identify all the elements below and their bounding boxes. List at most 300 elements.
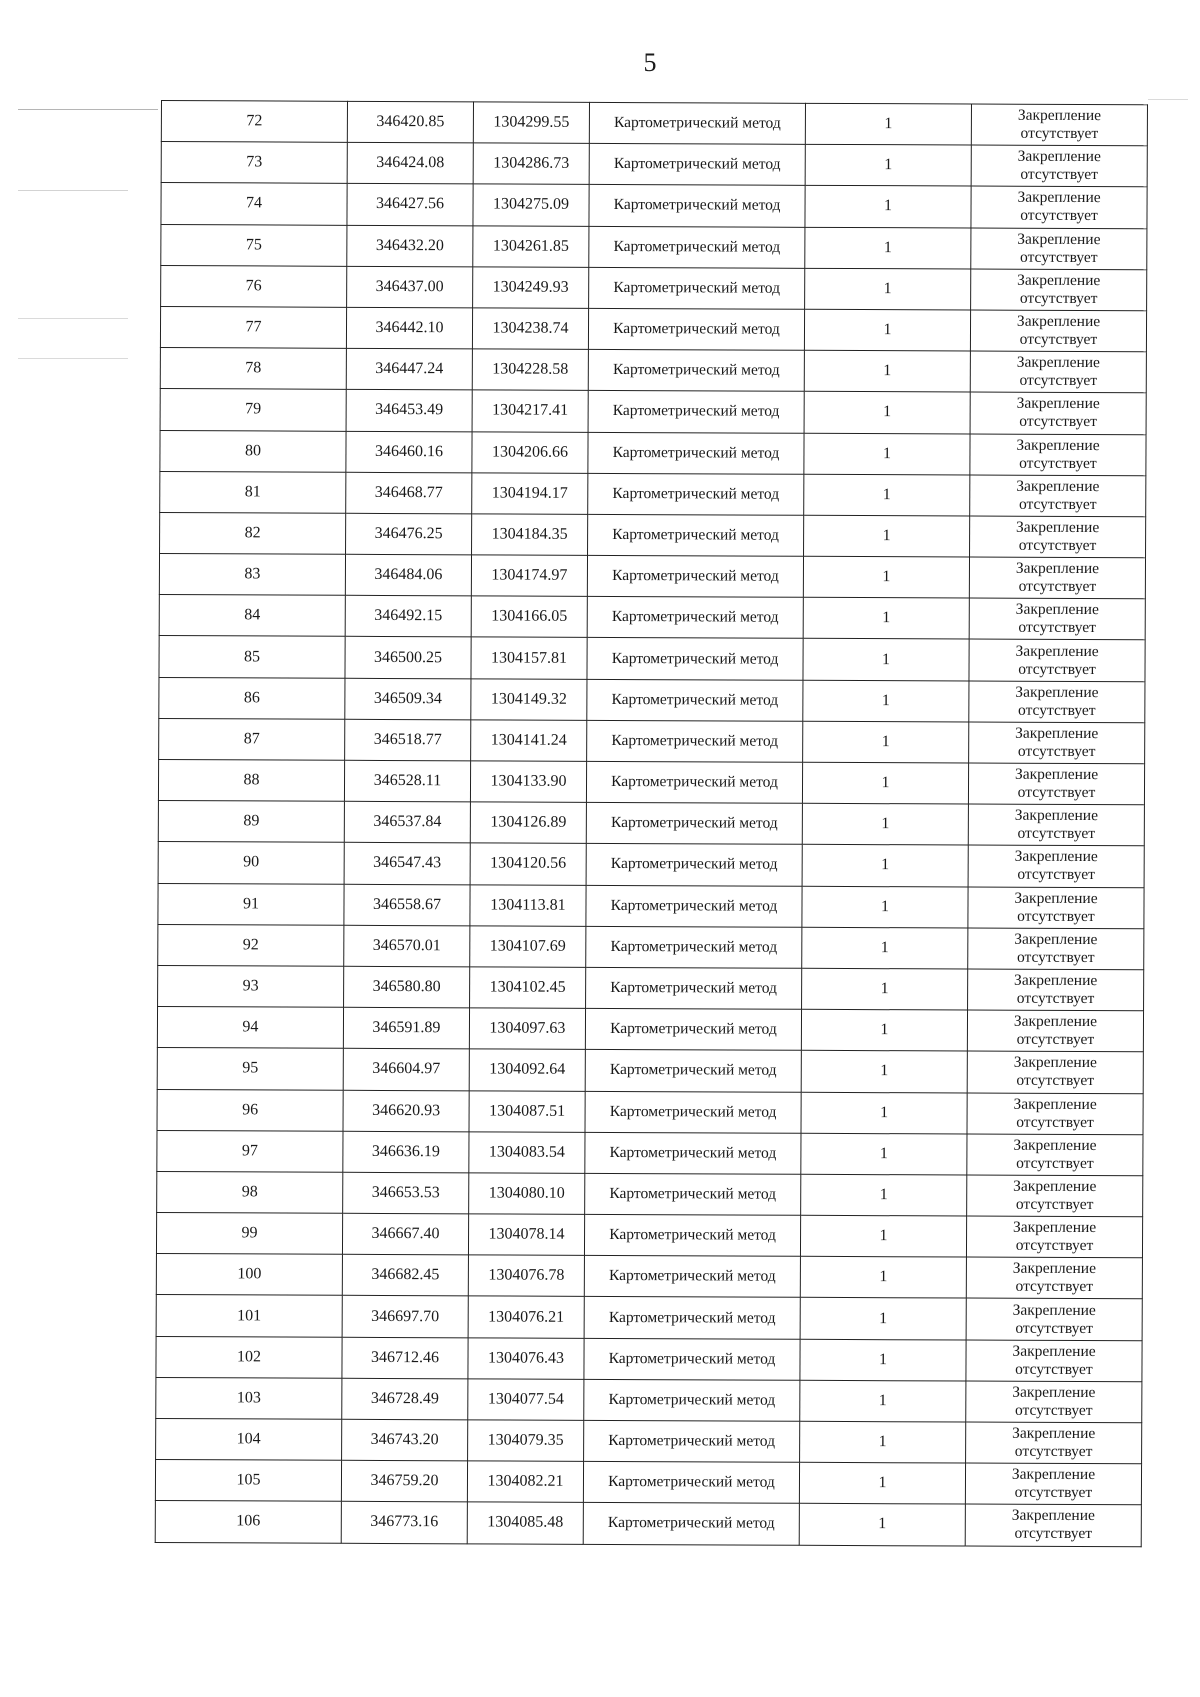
fixation-cell (966, 1381, 1142, 1423)
method-cell: Картометрический метод (584, 1420, 800, 1462)
y-coordinate-cell: 1304249.93 (473, 267, 589, 309)
fixation-text-line: отсутствует (1016, 1113, 1094, 1131)
point-number-cell: 85 (159, 636, 345, 678)
fixation-text-line: отсутствует (1016, 948, 1095, 966)
fixation-cell (970, 351, 1146, 393)
table-row (157, 1007, 1143, 1052)
y-coordinate-cell: 1304275.09 (473, 184, 589, 226)
method-cell: Картометрический метод (589, 144, 805, 186)
x-coordinate-cell: 346558.67 (344, 884, 470, 926)
point-number-cell: 100 (156, 1254, 342, 1296)
point-number-cell: 98 (157, 1171, 343, 1213)
table-row (155, 1501, 1141, 1546)
fixation-text-line: отсутствует (1017, 825, 1096, 843)
point-number-cell: 106 (155, 1501, 341, 1543)
point-number-cell: 93 (158, 965, 344, 1007)
table-row (161, 224, 1147, 269)
method-cell: Картометрический метод (586, 844, 802, 886)
y-coordinate-cell: 1304078.14 (468, 1214, 584, 1256)
y-coordinate-cell: 1304299.55 (473, 102, 589, 144)
table-row (158, 883, 1144, 928)
x-coordinate-cell: 346570.01 (344, 925, 470, 967)
method-cell: Картометрический метод (589, 226, 805, 268)
point-number-cell: 75 (161, 224, 347, 266)
accuracy-cell: 1 (805, 227, 971, 269)
fixation-cell (971, 104, 1147, 146)
fixation-cell (968, 887, 1144, 929)
y-coordinate-cell: 1304286.73 (473, 143, 589, 185)
fixation-text-line: Закрепление (1017, 106, 1102, 125)
y-coordinate-cell: 1304076.78 (468, 1255, 584, 1297)
y-coordinate-cell: 1304126.89 (470, 802, 586, 844)
accuracy-cell: 1 (804, 350, 970, 392)
x-coordinate-cell: 346432.20 (347, 225, 473, 267)
method-cell: Картометрический метод (589, 102, 805, 144)
accuracy-cell: 1 (801, 1092, 967, 1134)
fixation-cell (967, 1134, 1143, 1176)
point-number-cell: 103 (156, 1377, 342, 1419)
method-cell: Картометрический метод (587, 720, 803, 762)
table-row (159, 554, 1145, 599)
x-coordinate-cell: 346712.46 (342, 1337, 468, 1379)
fixation-cell (968, 763, 1144, 805)
accuracy-cell: 1 (805, 186, 971, 228)
y-coordinate-cell: 1304097.63 (469, 1008, 585, 1050)
x-coordinate-cell: 346447.24 (346, 348, 472, 390)
fixation-text-line: Закрепление (1015, 601, 1099, 619)
y-coordinate-cell: 1304087.51 (469, 1090, 585, 1132)
fixation-text-line: Закрепление (1011, 1507, 1095, 1525)
fixation-text-line: отсутствует (1014, 1401, 1093, 1419)
fixation-text-line: Закрепление (1011, 1466, 1096, 1484)
y-coordinate-cell: 1304080.10 (469, 1173, 585, 1215)
accuracy-cell: 1 (805, 268, 971, 310)
table-row (158, 924, 1144, 969)
accuracy-cell: 1 (802, 886, 968, 928)
fixation-cell (971, 145, 1147, 187)
fixation-cell (966, 1298, 1142, 1340)
fixation-text-line: отсутствует (1018, 536, 1097, 555)
fixation-text-line: Закрепление (1012, 1424, 1096, 1443)
table-row (161, 142, 1147, 187)
x-coordinate-cell: 346476.25 (346, 513, 472, 555)
point-number-cell: 79 (160, 389, 346, 431)
fixation-text-line: Закрепление (1014, 889, 1098, 907)
fixation-text-line: Закрепление (1014, 765, 1099, 784)
method-cell: Картометрический метод (586, 803, 802, 845)
x-coordinate-cell: 346484.06 (345, 554, 471, 596)
fixation-cell (969, 557, 1145, 599)
method-cell: Картометрический метод (585, 1050, 801, 1092)
point-number-cell: 74 (161, 183, 347, 225)
y-coordinate-cell: 1304120.56 (470, 843, 586, 885)
method-cell: Картометрический метод (584, 1297, 800, 1339)
table-row (156, 1336, 1142, 1381)
table-row (155, 1460, 1141, 1505)
accuracy-cell: 1 (803, 556, 969, 598)
table-row (160, 512, 1146, 557)
fixation-text-line: отсутствует (1014, 1442, 1093, 1461)
fixation-text-line: Закрепление (1014, 930, 1098, 948)
fixation-text-line: отсутствует (1014, 1484, 1093, 1502)
x-coordinate-cell: 346743.20 (342, 1419, 468, 1461)
point-number-cell: 80 (160, 430, 346, 472)
fixation-text-line: отсутствует (1015, 1278, 1094, 1296)
fixation-text-line: отсутствует (1016, 1030, 1095, 1049)
y-coordinate-cell: 1304077.54 (468, 1379, 584, 1421)
y-coordinate-cell: 1304133.90 (470, 761, 586, 803)
table-row (157, 1130, 1143, 1175)
point-number-cell: 84 (159, 595, 345, 637)
method-cell: Картометрический метод (585, 1132, 801, 1174)
accuracy-cell: 1 (802, 762, 968, 804)
y-coordinate-cell: 1304149.32 (471, 678, 587, 720)
accuracy-cell: 1 (805, 144, 971, 186)
x-coordinate-cell: 346500.25 (345, 637, 471, 679)
table-row (159, 595, 1145, 640)
x-coordinate-cell: 346697.70 (342, 1296, 468, 1338)
table-row (156, 1377, 1142, 1422)
fixation-text-line: отсутствует (1018, 660, 1096, 678)
fixation-text-line: Закрепление (1016, 312, 1101, 331)
fixation-text-line: отсутствует (1017, 783, 1096, 802)
method-cell: Картометрический метод (586, 926, 802, 968)
point-number-cell: 99 (156, 1213, 342, 1255)
table-row (159, 718, 1145, 763)
accuracy-cell: 1 (800, 1380, 966, 1422)
fixation-text-line: отсутствует (1017, 907, 1095, 925)
fixation-text-line: Закрепление (1015, 683, 1099, 701)
accuracy-cell: 1 (802, 927, 968, 969)
fixation-text-line: Закрепление (1012, 1383, 1096, 1401)
fixation-text-line: Закрепление (1014, 848, 1098, 866)
y-coordinate-cell: 1304228.58 (472, 349, 588, 391)
method-cell: Картометрический метод (588, 308, 804, 350)
x-coordinate-cell: 346682.45 (342, 1255, 468, 1297)
point-number-cell: 87 (159, 718, 345, 760)
fixation-cell (968, 969, 1144, 1011)
accuracy-cell: 1 (804, 474, 970, 516)
fixation-text-line: отсутствует (1020, 248, 1098, 266)
accuracy-cell: 1 (803, 721, 969, 763)
fixation-cell (971, 186, 1147, 228)
y-coordinate-cell: 1304082.21 (467, 1461, 583, 1503)
point-number-cell: 76 (161, 265, 347, 307)
coordinates-table (155, 100, 1148, 1547)
scan-artifact-line (18, 358, 128, 359)
x-coordinate-cell: 346620.93 (343, 1090, 469, 1132)
fixation-cell (970, 475, 1146, 517)
fixation-cell (971, 269, 1147, 311)
fixation-cell (966, 1216, 1142, 1258)
point-number-cell: 89 (158, 801, 344, 843)
fixation-text-line: Закрепление (1016, 436, 1100, 454)
accuracy-cell: 1 (799, 1462, 965, 1504)
method-cell: Картометрический метод (586, 885, 802, 927)
fixation-cell (969, 639, 1145, 681)
point-number-cell: 73 (161, 142, 347, 184)
fixation-text-line: Закрепление (1016, 353, 1100, 372)
fixation-cell (970, 516, 1146, 558)
x-coordinate-cell: 346460.16 (346, 431, 472, 473)
accuracy-cell: 1 (804, 433, 970, 475)
fixation-cell (969, 598, 1145, 640)
table-row (160, 348, 1146, 393)
x-coordinate-cell: 346537.84 (344, 801, 470, 843)
accuracy-cell: 1 (802, 968, 968, 1010)
fixation-cell (967, 1010, 1143, 1052)
method-cell: Картометрический метод (587, 679, 803, 721)
table-row (156, 1213, 1142, 1258)
point-number-cell: 104 (156, 1418, 342, 1460)
fixation-text-line: Закрепление (1013, 1136, 1097, 1154)
fixation-cell (970, 310, 1146, 352)
fixation-text-line: Закрепление (1016, 395, 1100, 413)
table-row (156, 1254, 1142, 1299)
y-coordinate-cell: 1304261.85 (473, 225, 589, 267)
table-row (160, 430, 1146, 475)
fixation-cell (968, 928, 1144, 970)
fixation-cell (968, 845, 1144, 887)
fixation-text-line: Закрепление (1017, 189, 1101, 207)
coordinates-table-body (155, 101, 1147, 1547)
scan-artifact-line (18, 318, 128, 319)
point-number-cell: 82 (160, 512, 346, 554)
x-coordinate-cell: 346509.34 (345, 678, 471, 720)
fixation-text-line: Закрепление (1013, 1177, 1097, 1196)
x-coordinate-cell: 346667.40 (342, 1213, 468, 1255)
fixation-cell (965, 1463, 1141, 1505)
fixation-cell (967, 1051, 1143, 1093)
x-coordinate-cell: 346653.53 (343, 1172, 469, 1214)
point-number-cell: 105 (155, 1460, 341, 1502)
x-coordinate-cell: 346580.80 (344, 966, 470, 1008)
method-cell: Картометрический метод (587, 638, 803, 680)
x-coordinate-cell: 346492.15 (345, 596, 471, 638)
point-number-cell: 78 (160, 348, 346, 390)
method-cell: Картометрический метод (585, 1091, 801, 1133)
fixation-text-line: отсутствует (1015, 1319, 1093, 1337)
y-coordinate-cell: 1304085.48 (467, 1502, 583, 1544)
y-coordinate-cell: 1304079.35 (468, 1420, 584, 1462)
point-number-cell: 88 (158, 759, 344, 801)
fixation-text-line: отсутствует (1018, 701, 1096, 719)
fixation-text-line: Закрепление (1013, 1012, 1098, 1031)
table-row (159, 636, 1145, 681)
point-number-cell: 90 (158, 842, 344, 884)
y-coordinate-cell: 1304184.35 (472, 514, 588, 556)
table-row (161, 265, 1147, 310)
fixation-cell (967, 1175, 1143, 1217)
fixation-text-line: Закрепление (1017, 148, 1101, 166)
y-coordinate-cell: 1304141.24 (471, 720, 587, 762)
method-cell: Картометрический метод (589, 185, 805, 227)
scan-artifact-line (1148, 99, 1188, 100)
table-row (158, 759, 1144, 804)
accuracy-cell: 1 (801, 1133, 967, 1175)
fixation-text-line: отсутствует (1016, 1154, 1094, 1172)
fixation-cell (969, 681, 1145, 723)
accuracy-cell: 1 (801, 1051, 967, 1093)
fixation-text-line: отсутствует (1020, 207, 1098, 225)
fixation-cell (969, 722, 1145, 764)
point-number-cell: 101 (156, 1295, 342, 1337)
accuracy-cell: 1 (803, 680, 969, 722)
fixation-text-line: отсутствует (1020, 124, 1099, 143)
fixation-text-line: Закрепление (1012, 1342, 1096, 1360)
y-coordinate-cell: 1304206.66 (472, 431, 588, 473)
fixation-text-line: Закрепление (1015, 724, 1099, 743)
x-coordinate-cell: 346528.11 (344, 760, 470, 802)
fixation-text-line: отсутствует (1019, 330, 1098, 349)
method-cell: Картометрический метод (585, 1173, 801, 1215)
fixation-text-line: Закрепление (1015, 642, 1099, 660)
y-coordinate-cell: 1304238.74 (472, 308, 588, 350)
table-row (156, 1295, 1142, 1340)
fixation-text-line: отсутствует (1014, 1525, 1093, 1543)
x-coordinate-cell: 346773.16 (341, 1502, 467, 1544)
method-cell: Картометрический метод (583, 1462, 799, 1504)
accuracy-cell: 1 (800, 1298, 966, 1340)
accuracy-cell: 1 (804, 392, 970, 434)
y-coordinate-cell: 1304166.05 (471, 596, 587, 638)
method-cell: Картометрический метод (583, 1503, 799, 1545)
fixation-cell (966, 1422, 1142, 1464)
fixation-text-line: Закрепление (1014, 971, 1098, 990)
table-row (156, 1418, 1142, 1463)
y-coordinate-cell: 1304083.54 (469, 1132, 585, 1174)
fixation-text-line: Закрепление (1016, 518, 1100, 537)
point-number-cell: 72 (161, 101, 347, 143)
fixation-text-line: отсутствует (1020, 166, 1098, 184)
table-row (157, 1171, 1143, 1216)
table-row (157, 1089, 1143, 1134)
x-coordinate-cell: 346437.00 (347, 266, 473, 308)
fixation-cell (966, 1257, 1142, 1299)
fixation-text-line: Закрепление (1017, 271, 1101, 289)
method-cell: Картометрический метод (589, 267, 805, 309)
scan-artifact-line (18, 190, 128, 191)
accuracy-cell: 1 (801, 1009, 967, 1051)
y-coordinate-cell: 1304194.17 (472, 473, 588, 515)
fixation-text-line: отсутствует (1016, 989, 1095, 1008)
x-coordinate-cell: 346420.85 (347, 101, 473, 143)
fixation-text-line: отсутствует (1019, 413, 1097, 431)
fixation-text-line: Закрепление (1012, 1260, 1097, 1278)
accuracy-cell: 1 (800, 1257, 966, 1299)
point-number-cell: 97 (157, 1130, 343, 1172)
x-coordinate-cell: 346468.77 (346, 472, 472, 514)
x-coordinate-cell: 346424.08 (347, 143, 473, 185)
point-number-cell: 91 (158, 883, 344, 925)
method-cell: Картометрический метод (587, 555, 803, 597)
method-cell: Картометрический метод (584, 1338, 800, 1380)
method-cell: Картометрический метод (586, 967, 802, 1009)
x-coordinate-cell: 346604.97 (343, 1049, 469, 1091)
scan-artifact-line (18, 109, 158, 110)
accuracy-cell: 1 (800, 1421, 966, 1463)
point-number-cell: 92 (158, 924, 344, 966)
method-cell: Картометрический метод (588, 514, 804, 556)
table-row (160, 471, 1146, 516)
accuracy-cell: 1 (799, 1504, 965, 1546)
fixation-text-line: отсутствует (1016, 1072, 1095, 1090)
fixation-text-line: отсутствует (1015, 1195, 1094, 1214)
accuracy-cell: 1 (804, 309, 970, 351)
y-coordinate-cell: 1304107.69 (470, 926, 586, 968)
fixation-text-line: отсутствует (1019, 289, 1098, 307)
method-cell: Картометрический метод (588, 432, 804, 474)
x-coordinate-cell: 346427.56 (347, 184, 473, 226)
point-number-cell: 94 (157, 1007, 343, 1049)
y-coordinate-cell: 1304217.41 (472, 390, 588, 432)
fixation-cell (966, 1340, 1142, 1382)
x-coordinate-cell: 346442.10 (346, 307, 472, 349)
point-number-cell: 83 (159, 554, 345, 596)
fixation-text-line: отсутствует (1015, 1236, 1094, 1255)
table-row (161, 183, 1147, 228)
x-coordinate-cell: 346547.43 (344, 843, 470, 885)
fixation-text-line: отсутствует (1019, 371, 1098, 390)
x-coordinate-cell: 346453.49 (346, 390, 472, 432)
y-coordinate-cell: 1304113.81 (470, 884, 586, 926)
x-coordinate-cell: 346518.77 (345, 719, 471, 761)
y-coordinate-cell: 1304157.81 (471, 637, 587, 679)
method-cell: Картометрический метод (588, 473, 804, 515)
fixation-text-line: отсутствует (1019, 454, 1097, 472)
page-number: 5 (643, 48, 657, 77)
fixation-cell (965, 1504, 1141, 1546)
table-row (160, 306, 1146, 351)
fixation-cell (967, 1093, 1143, 1135)
point-number-cell: 102 (156, 1336, 342, 1378)
x-coordinate-cell: 346728.49 (342, 1378, 468, 1420)
point-number-cell: 81 (160, 471, 346, 513)
accuracy-cell: 1 (800, 1215, 966, 1257)
accuracy-cell: 1 (804, 515, 970, 557)
method-cell: Картометрический метод (586, 761, 802, 803)
table-row (160, 389, 1146, 434)
method-cell: Картометрический метод (587, 597, 803, 639)
table-row (161, 101, 1147, 146)
point-number-cell: 96 (157, 1089, 343, 1131)
fixation-text-line: Закрепление (1013, 1054, 1097, 1072)
table-row (159, 677, 1145, 722)
table-row (158, 801, 1144, 846)
fixation-text-line: отсутствует (1018, 619, 1097, 637)
fixation-cell (971, 228, 1147, 270)
table-row (157, 1048, 1143, 1093)
accuracy-cell: 1 (801, 1174, 967, 1216)
fixation-text-line: отсутствует (1017, 742, 1096, 760)
fixation-text-line: отсутствует (1015, 1360, 1093, 1378)
method-cell: Картометрический метод (588, 349, 804, 391)
y-coordinate-cell: 1304076.21 (468, 1296, 584, 1338)
accuracy-cell: 1 (805, 103, 971, 145)
fixation-text-line: Закрепление (1012, 1301, 1096, 1319)
point-number-cell: 86 (159, 677, 345, 719)
method-cell: Картометрический метод (584, 1256, 800, 1298)
fixation-text-line: Закрепление (1015, 559, 1100, 578)
table-row (158, 842, 1144, 887)
method-cell: Картометрический метод (585, 1008, 801, 1050)
y-coordinate-cell: 1304092.64 (469, 1049, 585, 1091)
fixation-cell (968, 804, 1144, 846)
point-number-cell: 77 (160, 306, 346, 348)
fixation-text-line: отсутствует (1018, 577, 1097, 596)
point-number-cell: 95 (157, 1048, 343, 1090)
fixation-text-line: отсутствует (1017, 866, 1095, 884)
